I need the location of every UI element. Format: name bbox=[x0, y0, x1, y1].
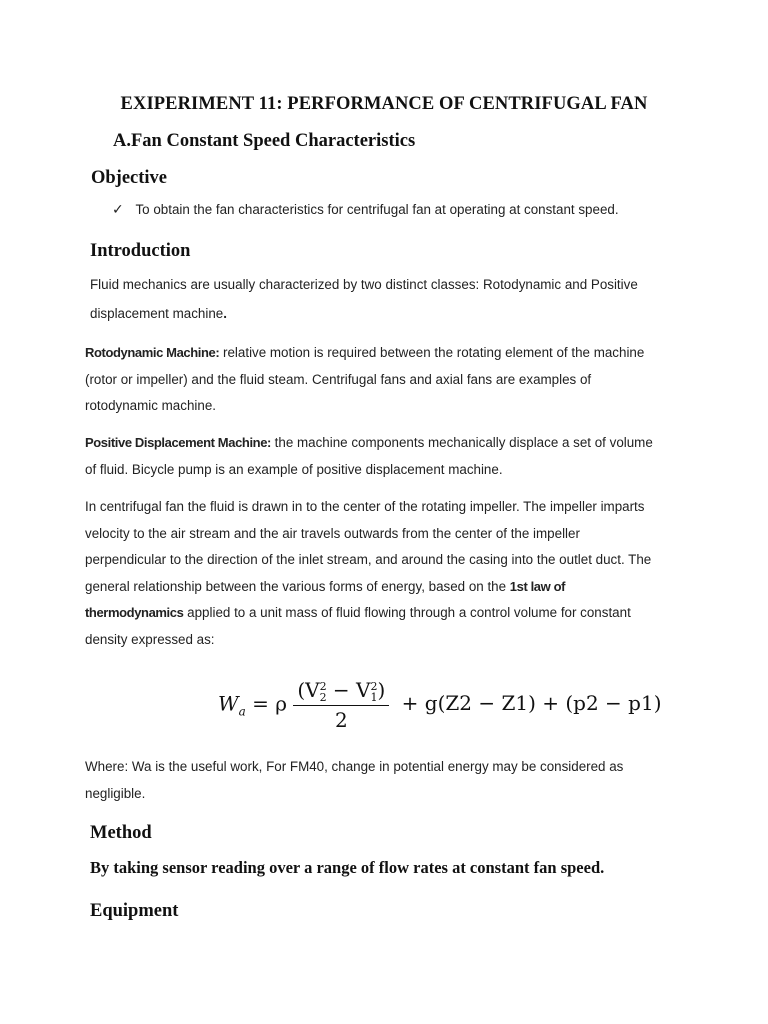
centrifugal-paragraph bbox=[85, 494, 677, 653]
eq-lhs-sub: a bbox=[238, 704, 246, 719]
centrifugal-line-1: In centrifugal fan the fluid is drawn in to the center of the rotating impeller. The impeller imparts bbox=[85, 499, 645, 514]
eq-v1-sub: 1 bbox=[370, 690, 378, 704]
positive-line-2: of fluid. Bicycle pump is an example of positive displacement machine. bbox=[85, 461, 503, 477]
centrifugal-line-2: velocity to the air stream and the air travels outwards from the center of the impeller bbox=[85, 525, 580, 541]
intro-line-2-text: displacement machine bbox=[90, 306, 224, 321]
intro-line-2-period: . bbox=[223, 306, 227, 321]
centrifugal-line-6: density expressed as: bbox=[85, 631, 215, 647]
positive-displacement-paragraph bbox=[85, 430, 677, 483]
eq-lhs: W bbox=[218, 691, 239, 716]
method-text: By taking sensor reading over a range of flow rates at constant fan speed. bbox=[90, 858, 605, 877]
introduction-heading: Introduction bbox=[90, 241, 191, 261]
positive-text-1: the machine components mechanically displace a set of volume bbox=[270, 435, 653, 450]
positive-term: Positive Displacement Machine: bbox=[85, 435, 271, 450]
centrifugal-line-4 bbox=[85, 574, 677, 601]
objective-item bbox=[112, 197, 619, 223]
checkmark-icon: ✓ bbox=[112, 202, 124, 218]
centrifugal-line-3: perpendicular to the direction of the inlet stream, and around the casing into the outlet duct. The bbox=[85, 552, 652, 567]
section-a-heading bbox=[113, 131, 415, 152]
eq-v2-sup: 2 bbox=[319, 679, 327, 693]
rotodynamic-paragraph bbox=[85, 340, 677, 420]
rotodynamic-line-3: rotodynamic machine. bbox=[85, 398, 216, 413]
intro-line-2 bbox=[90, 299, 677, 328]
eq-minus: − V bbox=[326, 678, 371, 702]
equipment-heading: Equipment bbox=[90, 901, 179, 921]
eq-num-open: (V bbox=[297, 678, 320, 702]
eq-v2-sub: 2 bbox=[319, 690, 327, 704]
objective-text: To obtain the fan characteristics for centrifugal fan at operating at constant speed. bbox=[135, 202, 619, 217]
thermodynamics-term: thermodynamics bbox=[85, 605, 184, 620]
eq-numerator bbox=[293, 678, 389, 706]
rotodynamic-line-1 bbox=[85, 340, 677, 367]
centrifugal-line-5 bbox=[85, 600, 677, 627]
section-a-title: Fan Constant Speed Characteristics bbox=[131, 131, 416, 151]
eq-v2-scripts bbox=[320, 681, 327, 703]
intro-paragraph bbox=[90, 270, 677, 328]
eq-fraction bbox=[293, 678, 389, 732]
section-marker: A. bbox=[113, 131, 131, 151]
energy-equation bbox=[218, 678, 662, 732]
where-line-2: negligible. bbox=[85, 785, 146, 801]
where-paragraph bbox=[85, 754, 677, 807]
eq-equals: = ρ bbox=[245, 691, 287, 716]
intro-line-1: Fluid mechanics are usually characterized by two distinct classes: Rotodynamic and Positive bbox=[90, 277, 638, 292]
centrifugal-line-4-text: general relationship between the various forms of energy, based on the bbox=[85, 578, 510, 594]
eq-rest: + g(Z2 − Z1) + (p2 − p1) bbox=[401, 691, 662, 716]
positive-line-1 bbox=[85, 430, 677, 457]
eq-v1-sup: 2 bbox=[370, 679, 378, 693]
rotodynamic-term: Rotodynamic Machine: bbox=[85, 345, 220, 360]
eq-denominator: 2 bbox=[334, 707, 348, 732]
centrifugal-line-5-text: applied to a unit mass of fluid flowing through a control volume for constant bbox=[183, 605, 631, 620]
objective-heading: Objective bbox=[91, 168, 168, 188]
eq-num-close: ) bbox=[377, 678, 386, 702]
method-heading: Method bbox=[90, 823, 152, 843]
where-line-1: Where: Wa is the useful work, For FM40, change in potential energy may be considered as bbox=[85, 759, 624, 774]
first-law-term: 1st law of bbox=[509, 578, 566, 594]
rotodynamic-line-2: (rotor or impeller) and the fluid steam. Centrifugal fans and axial fans are examples of bbox=[85, 371, 592, 387]
rotodynamic-text-1: relative motion is required between the rotating element of the machine bbox=[219, 345, 645, 360]
document-title: EXIPERIMENT 11: PERFORMANCE OF CENTRIFUGAL FAN bbox=[120, 94, 648, 114]
